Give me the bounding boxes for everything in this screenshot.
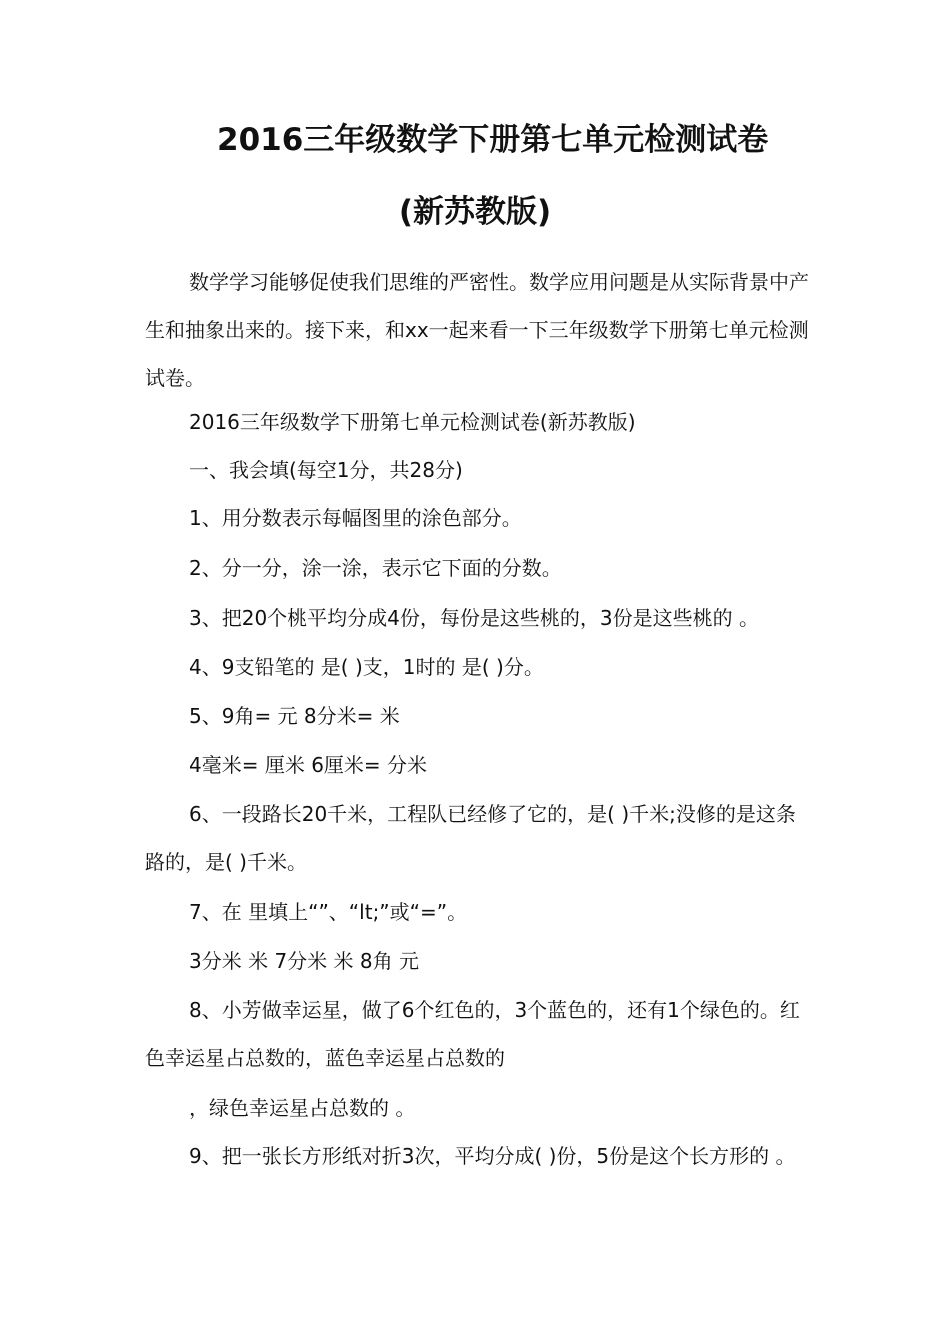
document-title-edition: (新苏教版) (398, 194, 552, 230)
question-9: 9、把一张长方形纸对折3次，平均分成( )份，5份是这个长方形的 。 (189, 1144, 796, 1168)
question-3: 3、把20个桃平均分成4份，每份是这些桃的，3份是这些桃的 。 (189, 606, 759, 630)
question-8-part-2: ，绿色幸运星占总数的 。 (189, 1096, 416, 1120)
question-7-part-2: 3分米 米 7分米 米 8角 元 (189, 949, 419, 973)
question-5: 5、9角= 元 8分米= 米 (189, 704, 400, 728)
question-1: 1、用分数表示每幅图里的涂色部分。 (189, 506, 522, 530)
question-2: 2、分一分，涂一涂，表示它下面的分数。 (189, 556, 562, 580)
intro-paragraph: 数学学习能够促使我们思维的严密性。数学应用问题是从实际背景中产生和抽象出来的。接下来，和xx一起来看一下三年级数学下册第七单元检测试卷。 (145, 270, 809, 390)
subtitle: 2016三年级数学下册第七单元检测试卷(新苏教版) (189, 410, 636, 434)
section-heading: 一、我会填(每空1分，共28分) (189, 458, 463, 482)
question-4: 4、9支铅笔的 是( )支，1时的 是( )分。 (189, 655, 544, 679)
question-6: 6、一段路长20千米，工程队已经修了它的，是( )千米;没修的是这条路的，是( )千米。 (145, 802, 796, 874)
question-8: 8、小芳做幸运星，做了6个红色的，3个蓝色的，还有1个绿色的。红色幸运星占总数的，蓝色幸运星占总数的 (145, 998, 800, 1070)
document-title: 2016三年级数学下册第七单元检测试卷 (217, 122, 769, 158)
question-7: 7、在 里填上“”、“lt;”或“=”。 (189, 900, 468, 924)
question-5-part-2: 4毫米= 厘米 6厘米= 分米 (189, 753, 428, 777)
